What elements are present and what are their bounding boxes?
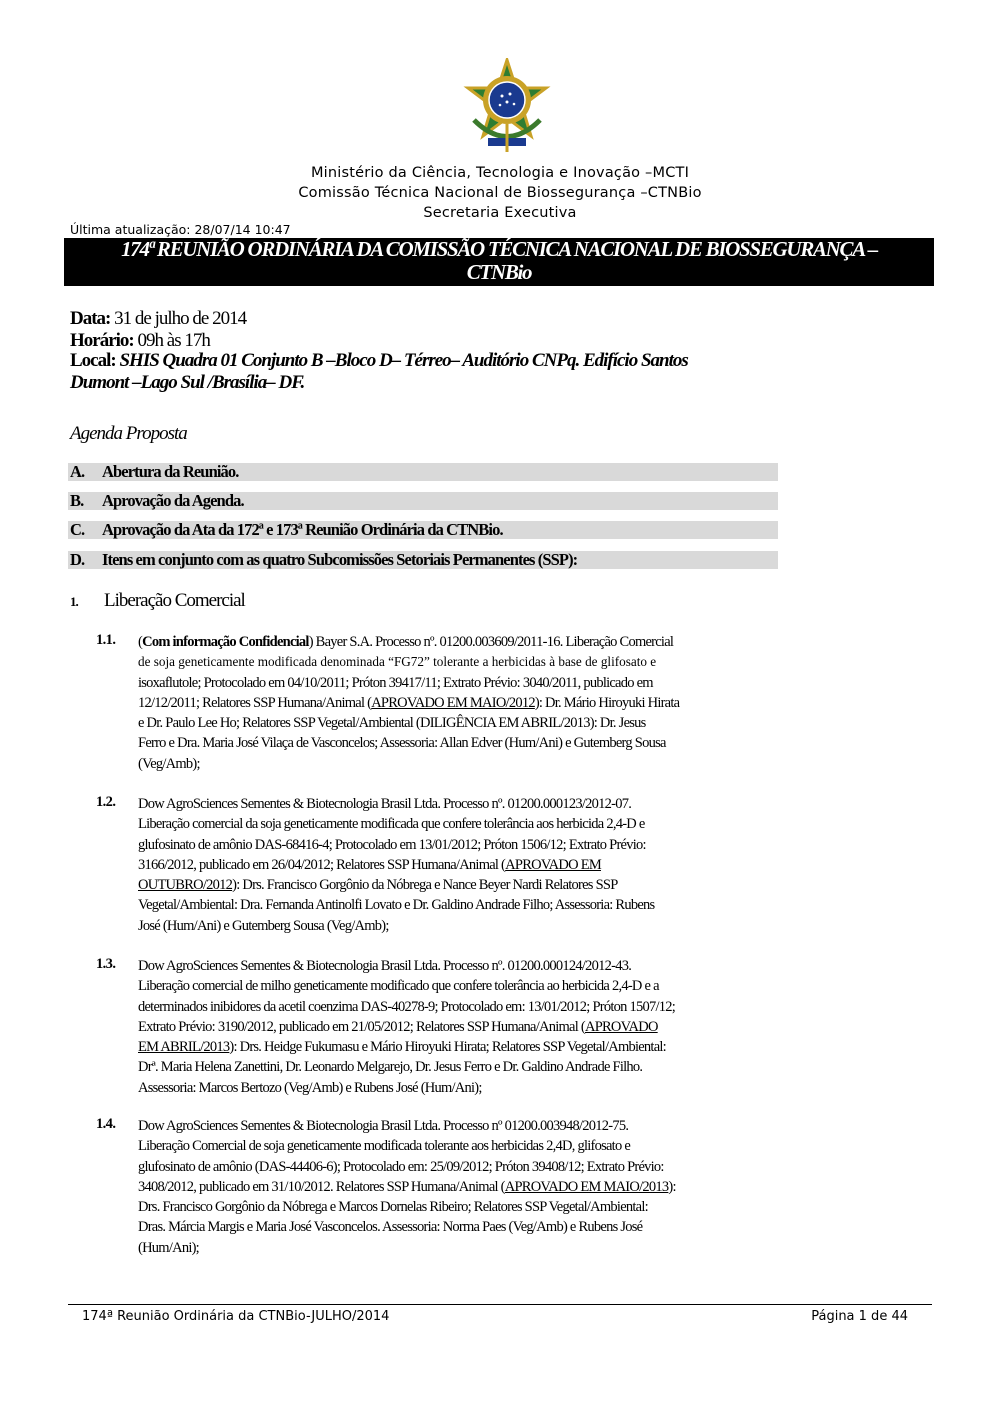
item-line: 3166/2012, publicado em 26/04/2012; Relatores SSP Humana/Animal (APROVADO EM — [138, 856, 601, 873]
item-number: 1.2. — [96, 794, 116, 810]
agenda-letter: B. — [70, 491, 84, 510]
item-line: Liberação comercial de milho geneticamente modificado que confere tolerância ao herbicida 2,4-D e a — [138, 978, 659, 995]
section-title: Liberação Comercial — [104, 590, 245, 611]
agenda-item-a — [68, 463, 778, 481]
item-line: 3408/2012, publicado em 31/10/2012. Relatores SSP Humana/Animal (APROVADO EM MAIO/2013): — [138, 1178, 676, 1195]
item-number: 1.3. — [96, 956, 116, 972]
item-text — [138, 1116, 778, 1258]
agenda-letter: C. — [70, 520, 85, 539]
time-label: Horário: — [70, 330, 134, 351]
item-line: Dow AgroSciences Sementes & Biotecnologia Brasil Ltda. Processo nº 01200.003948/2012-75. — [138, 1118, 629, 1134]
date-label: Data: — [70, 308, 111, 329]
item-number: 1.1. — [96, 632, 116, 648]
date-value: 31 de julho de 2014 — [110, 308, 247, 329]
item-line: determinados inibidores da acetil coenzima DAS-40278-9; Protocolado em: 13/01/2012; Próton 1507/12; — [138, 998, 676, 1015]
item-line: de soja geneticamente modificada denominada “FG72” tolerante a herbicidas à base de glifosato e — [138, 654, 657, 670]
item-line: Dow AgroSciences Sementes & Biotecnologia Brasil Ltda. Processo nº. 01200.000124/2012-43. — [138, 958, 632, 974]
agenda-letter: A. — [70, 462, 85, 481]
footer-meeting-label: 174ª Reunião Ordinária da CTNBio-JULHO/2014 — [82, 1309, 390, 1324]
item-line: Dow AgroSciences Sementes & Biotecnologia Brasil Ltda. Processo nº. 01200.000123/2012-07. — [138, 796, 632, 812]
place-value-2: Dumont –Lago Sul /Brasília– DF. — [70, 372, 305, 393]
agenda-text: Aprovação da Agenda. — [102, 491, 244, 510]
meeting-place — [70, 350, 688, 372]
ministry-line: Ministério da Ciência, Tecnologia e Inovação –MCTI — [310, 165, 690, 181]
agenda-letter: D. — [70, 550, 85, 569]
section-number: 1. — [70, 594, 78, 609]
place-value-1: SHIS Quadra 01 Conjunto B –Bloco D– Térreo– Auditório CNPq. Edifício Santos — [115, 350, 688, 371]
footer-page-number: Página 1 de 44 — [811, 1309, 908, 1324]
item-line: glufosinato de amônio (DAS-44406-6); Protocolado em: 25/09/2012; Próton 39408/12; Extrato Prévio: — [138, 1158, 664, 1175]
coat-of-arms-emblem — [462, 58, 552, 154]
place-label: Local: — [70, 350, 116, 371]
item-text — [138, 956, 778, 1098]
agenda-item-b — [68, 492, 778, 510]
item-line: OUTUBRO/2012): Drs. Francisco Gorgônio da Nóbrega e Nance Beyer Nardi Relatores SSP — [138, 877, 618, 894]
item-line: Ferro e Dra. Maria José Vilaça de Vasconcelos; Assessoria: Allan Edver (Hum/Ani) e Gutemberg Sousa — [138, 735, 666, 752]
meeting-title-line1: 174ª REUNIÃO ORDINÁRIA DA COMISSÃO TÉCNICA NACIONAL DE BIOSSEGURANÇA – — [121, 237, 877, 261]
item-line: José (Hum/Ani) e Gutemberg Sousa (Veg/Amb); — [138, 917, 389, 934]
item-line: (Com informação Confidencial) Bayer S.A. Processo nº. 01200.003609/2011-16. Liberação Comercial — [138, 634, 674, 650]
item-line: Liberação Comercial de soja geneticamente modificada tolerante aos herbicidas 2,4D, glifosato e — [138, 1138, 631, 1155]
footer-divider — [68, 1304, 932, 1305]
item-line: Vegetal/Ambiental: Dra. Fernanda Antinolfi Lovato e Dr. Galdino Andrade Filho; Assessoria: Rubens — [138, 897, 655, 914]
secretariat-line: Secretaria Executiva — [423, 205, 577, 221]
item-line: isoxaflutole; Protocolado em 04/10/2011; Próton 39417/11; Extrato Prévio: 3040/2011, publicado em — [138, 674, 653, 691]
agenda-text: Aprovação da Ata da 172ª e 173ª Reunião Ordinária da CTNBio. — [102, 520, 503, 539]
agenda-text: Abertura da Reunião. — [102, 462, 239, 481]
commission-line: Comissão Técnica Nacional de Biossegurança –CTNBio — [298, 185, 702, 201]
agenda-heading: Agenda Proposta — [70, 423, 187, 444]
item-line: Liberação comercial da soja geneticamente modificada que confere tolerância aos herbicida 2,4-D e — [138, 816, 645, 833]
item-text — [138, 632, 778, 774]
item-line: Dras. Márcia Margis e Maria José Vasconcelos. Assessoria: Norma Paes (Veg/Amb) e Rubens José — [138, 1219, 643, 1236]
item-number: 1.4. — [96, 1116, 116, 1132]
meeting-date — [70, 308, 246, 330]
time-value: 09h às 17h — [133, 330, 210, 351]
item-line: (Veg/Amb); — [138, 755, 200, 772]
last-updated: Última atualização: 28/07/14 10:47 — [70, 222, 291, 237]
item-line: 12/12/2011; Relatores SSP Humana/Animal (APROVADO EM MAIO/2012): Dr. Mário Hiroyuki Hirata — [138, 694, 680, 711]
item-line: EM ABRIL/2013): Drs. Heidge Fukumasu e Mário Hiroyuki Hirata; Relatores SSP Vegetal/Ambiental: — [138, 1039, 666, 1056]
section-heading — [70, 590, 245, 612]
meeting-time — [70, 330, 210, 352]
meeting-title-line2: CTNBio — [466, 260, 532, 284]
item-line: Drª. Maria Helena Zanettini, Dr. Leonardo Melgarejo, Dr. Jesus Ferro e Dr. Galdino Andrade Filho. — [138, 1059, 643, 1076]
item-text — [138, 794, 778, 936]
item-line: Extrato Prévio: 3190/2012, publicado em 21/05/2012; Relatores SSP Humana/Animal (APROVADO — [138, 1018, 658, 1035]
item-line: e Dr. Paulo Lee Ho; Relatores SSP Vegetal/Ambiental (DILIGÊNCIA EM ABRIL/2013): Dr. Jesus — [138, 715, 646, 732]
item-line: Drs. Francisco Gorgônio da Nóbrega e Marcos Dornelas Ribeiro; Relatores SSP Vegetal/Ambiental: — [138, 1199, 648, 1216]
agenda-text: Itens em conjunto com as quatro Subcomissões Setoriais Permanentes (SSP): — [102, 550, 578, 569]
meeting-title-bar — [64, 238, 934, 286]
item-line: Assessoria: Marcos Bertozo (Veg/Amb) e Rubens José (Hum/Ani); — [138, 1079, 482, 1096]
item-line: (Hum/Ani); — [138, 1239, 199, 1256]
item-line: glufosinato de amônio DAS-68416-4; Protocolado em 13/01/2012; Próton 1506/12; Extrato Prévio: — [138, 836, 646, 853]
agenda-item-c — [68, 521, 778, 539]
agenda-item-d — [68, 551, 778, 569]
meeting-place-cont — [70, 372, 304, 394]
